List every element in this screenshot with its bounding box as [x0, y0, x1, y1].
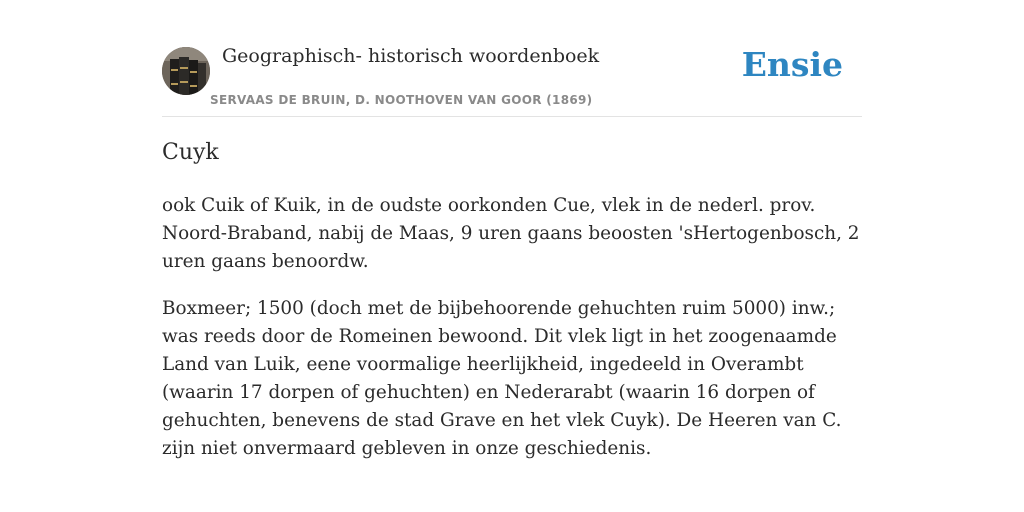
entry-paragraph: Boxmeer; 1500 (doch met de bijbehoorende gehuchten ruim 5000) inw.; was reeds door de Romeinen bewoond. Dit vlek ligt in het zoogenaamde Land van Luik, eene voormalige heerlijkheid, ingedeeld in Overambt (waarin 17 dorpen of gehuchten) en Nederarabt (waarin 16 dorpen of gehuchten, benevens de stad Grave en het vlek Cuyk). De Heeren van C. zijn niet onvermaard gebleven in onze geschiedenis.: [162, 298, 842, 459]
book-title[interactable]: Geographisch- historisch woordenboek: [222, 45, 600, 67]
ensie-logo-link[interactable]: Ensie: [741, 45, 843, 84]
book-cover-icon[interactable]: [162, 47, 210, 95]
page: [162, 0, 862, 459]
entry-paragraph: ook Cuik of Kuik, in de oudste oorkonden Cue, vlek in de nederl. prov. Noord-Braband, nabij de Maas, 9 uren gaans beoosten 'sHertogenbosch, 2 uren gaans benoordw.: [162, 195, 860, 272]
book-author-year: SERVAAS DE BRUIN, D. NOOTHOVEN VAN GOOR (1869): [210, 93, 593, 107]
book-header: [162, 0, 862, 117]
book-cover-image: [162, 47, 210, 95]
entry-body: [162, 192, 862, 482]
entry-title: Cuyk: [162, 140, 219, 165]
